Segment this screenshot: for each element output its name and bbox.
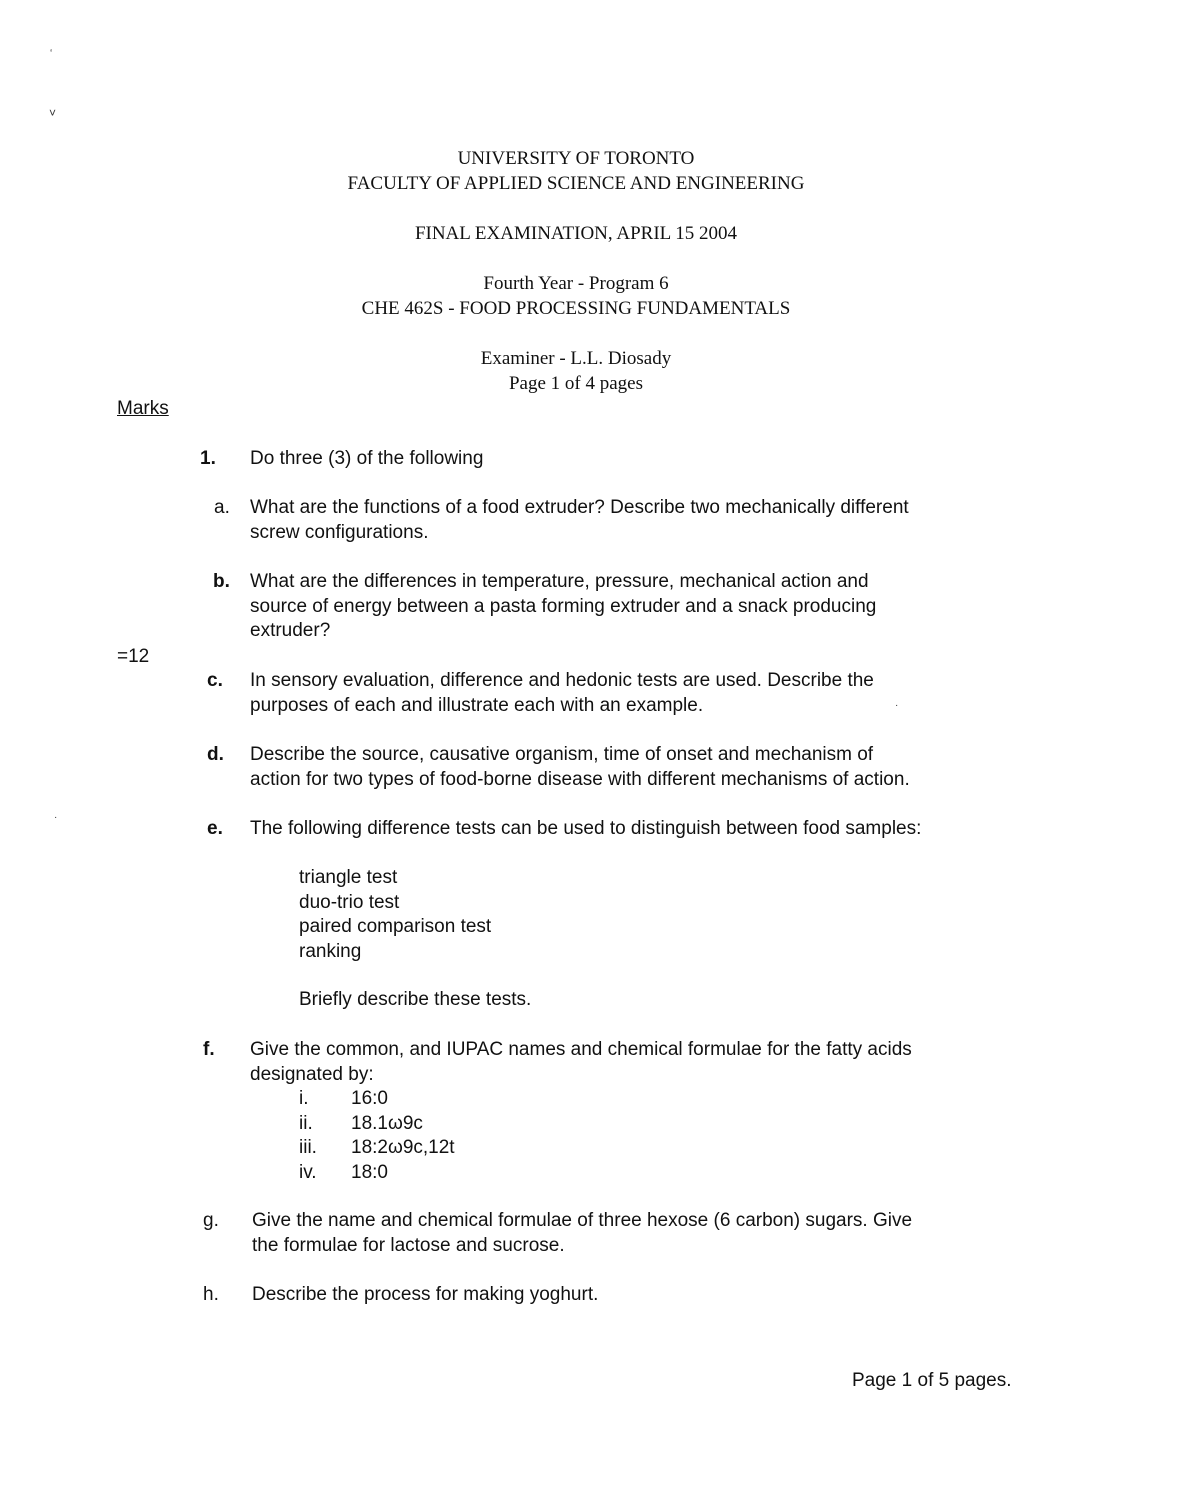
fatty-acid-designation: 18.1ω9c (351, 1112, 423, 1134)
exam-title: FINAL EXAMINATION, APRIL 15 2004 (414, 223, 738, 244)
part-c-line: In sensory evaluation, difference and hedonic tests are used. Describe the (250, 670, 874, 691)
part-label-g: g. (203, 1210, 219, 1231)
part-label-h: h. (203, 1284, 219, 1305)
test-item: ranking (299, 940, 362, 962)
fatty-acid-designation: 18:2ω9c,12t (351, 1137, 455, 1158)
fatty-acid-designation: 18:0 (351, 1161, 388, 1183)
test-list (299, 866, 491, 964)
test-item: paired comparison test (299, 916, 492, 937)
part-g-text (252, 1209, 1042, 1258)
part-label-f: f. (203, 1039, 215, 1060)
test-item: duo-trio test (299, 891, 400, 913)
faculty-name: FACULTY OF APPLIED SCIENCE AND ENGINEERING (347, 173, 805, 194)
part-a-line: screw configurations. (250, 521, 429, 543)
header-page-count: Page 1 of 4 pages (508, 373, 644, 394)
scan-speck: ˅ (49, 106, 57, 120)
fatty-acid-item (299, 1112, 455, 1137)
part-c-text (250, 669, 1040, 718)
part-label-a: a. (214, 497, 230, 518)
part-label-c: c. (207, 670, 223, 691)
fatty-acid-item (299, 1087, 455, 1112)
scan-speck: · (895, 700, 899, 711)
footer-page-count: Page 1 of 5 pages. (852, 1370, 1012, 1391)
part-b-line: source of energy between a pasta forming extruder and a snack producing (250, 595, 877, 617)
part-f-line: Give the common, and IUPAC names and chemical formulae for the fatty acids (250, 1039, 912, 1060)
part-b-line: What are the differences in temperature, pressure, mechanical action and (250, 571, 869, 592)
part-d-text (250, 743, 1040, 792)
part-g-line: Give the name and chemical formulae of three hexose (6 carbon) sugars. Give (252, 1210, 913, 1231)
fatty-acid-item (299, 1161, 455, 1186)
question-instruction: Do three (3) of the following (250, 448, 484, 469)
part-label-d: d. (207, 744, 224, 765)
fatty-acid-designation: 16:0 (351, 1088, 388, 1109)
fatty-acid-number: iv. (299, 1161, 317, 1183)
part-label-e: e. (207, 818, 223, 839)
fatty-acid-list (299, 1087, 455, 1185)
scan-speck: · (54, 812, 58, 823)
examiner: Examiner - L.L. Diosady (480, 348, 672, 369)
part-f-text (250, 1038, 1040, 1087)
part-d-line: Describe the source, causative organism, time of onset and mechanism of (250, 744, 874, 765)
fatty-acid-number: ii. (299, 1112, 313, 1134)
fatty-acid-item (299, 1136, 455, 1161)
year-program: Fourth Year - Program 6 (483, 273, 669, 294)
test-item: triangle test (299, 867, 398, 888)
part-label-b: b. (213, 571, 230, 592)
fatty-acid-number: i. (299, 1088, 309, 1109)
scan-speck: ‘ (50, 48, 53, 59)
part-c-line: purposes of each and illustrate each with an example. (250, 694, 704, 716)
part-e-followup: Briefly describe these tests. (299, 989, 532, 1010)
part-e-text (250, 817, 1040, 842)
part-a-text (250, 496, 1040, 545)
university-name: UNIVERSITY OF TORONTO (457, 148, 695, 169)
marks-heading: Marks (117, 398, 169, 419)
part-b-text (250, 570, 1040, 644)
marks-value: =12 (117, 646, 150, 667)
question-number: 1. (200, 448, 216, 469)
part-e-line: The following difference tests can be used to distinguish between food samples: (250, 818, 922, 839)
course-title: CHE 462S - FOOD PROCESSING FUNDAMENTALS (361, 298, 791, 319)
part-f-line: designated by: (250, 1063, 374, 1085)
part-h-text (252, 1283, 1042, 1308)
part-g-line: the formulae for lactose and sucrose. (252, 1234, 565, 1256)
part-d-line: action for two types of food-borne disease with different mechanisms of action. (250, 768, 910, 790)
part-a-line: What are the functions of a food extruder? Describe two mechanically different (250, 497, 909, 518)
fatty-acid-number: iii. (299, 1137, 317, 1158)
part-b-line: extruder? (250, 620, 331, 641)
part-h-line: Describe the process for making yoghurt. (252, 1284, 599, 1305)
